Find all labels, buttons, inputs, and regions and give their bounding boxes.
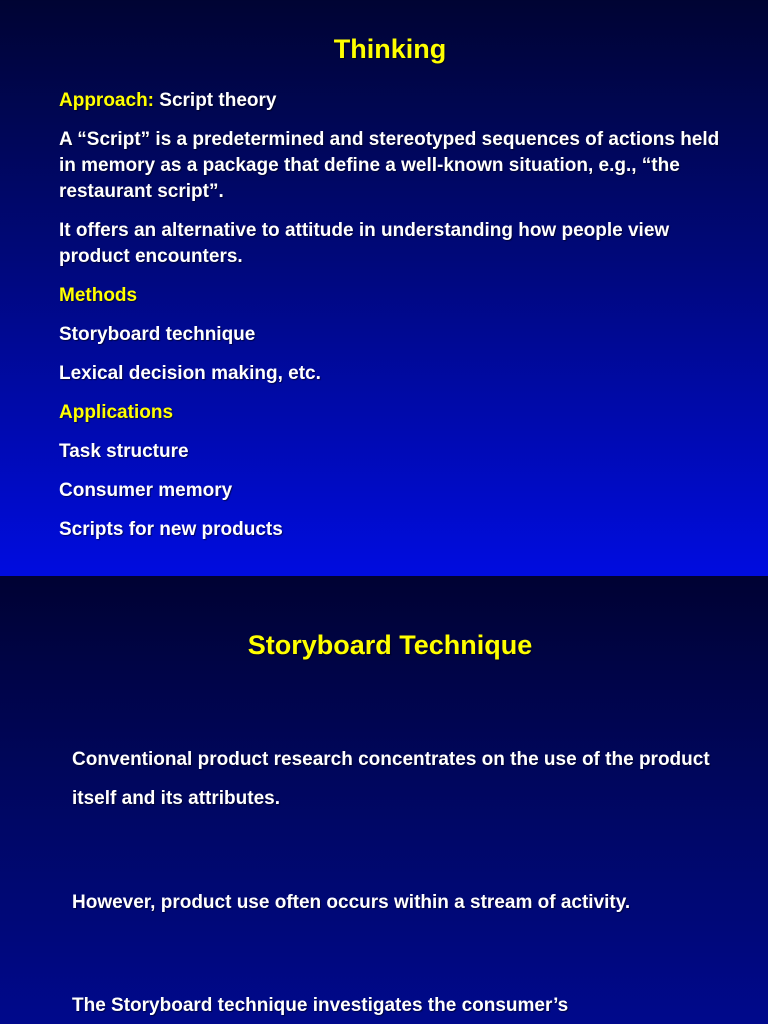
method-item: Storyboard technique <box>59 324 256 345</box>
methods-heading: Methods <box>59 285 138 306</box>
slide-title: Storyboard Technique <box>247 630 533 660</box>
application-item: Scripts for new products <box>59 519 283 540</box>
application-item: Task structure <box>59 441 189 462</box>
application-item: Consumer memory <box>59 480 233 501</box>
approach-line <box>59 88 739 114</box>
applications-heading: Applications <box>59 402 174 423</box>
script-definition: A “Script” is a predetermined and stereotyped sequences of actions held in memory as a package that define a well-known situation, e.g., “the restaurant script”. <box>59 129 720 202</box>
body-paragraph: The Storyboard technique investigates the consumer’s <box>72 995 569 1016</box>
slide-title: Thinking <box>333 34 447 64</box>
alternative-statement: It offers an alternative to attitude in understanding how people view product encounters. <box>59 220 670 267</box>
method-item: Lexical decision making, etc. <box>59 363 321 384</box>
body-paragraph: However, product use often occurs within a stream of activity. <box>72 892 631 913</box>
slide-storyboard-technique <box>0 576 768 1024</box>
slide-body <box>59 88 739 556</box>
body-paragraph: Conventional product research concentrates on the use of the product itself and its attributes. <box>72 749 710 809</box>
approach-label: Approach: <box>59 90 154 111</box>
approach-value: Script theory <box>154 90 277 111</box>
